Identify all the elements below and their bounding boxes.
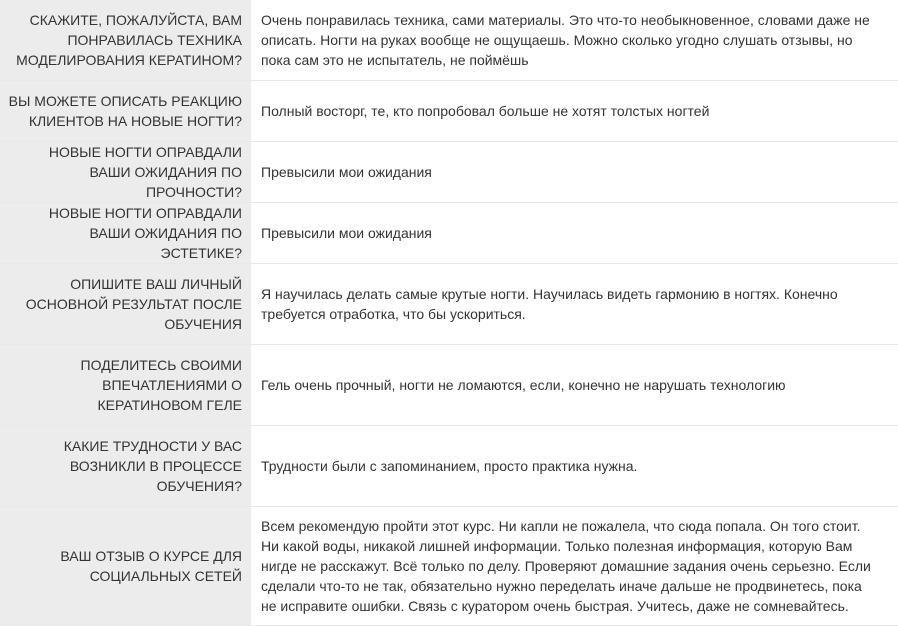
question-cell: НОВЫЕ НОГТИ ОПРАВДАЛИ ВАШИ ОЖИДАНИЯ ПО ЭСТЕТИКЕ? [0,202,251,263]
question-cell: ВАШ ОТЗЫВ О КУРСЕ ДЛЯ СОЦИАЛЬНЫХ СЕТЕЙ [0,506,251,625]
answer-cell: Превысили мои ожидания [251,141,898,202]
table-row [0,425,898,506]
table-row [0,263,898,344]
question-cell: КАКИЕ ТРУДНОСТИ У ВАС ВОЗНИКЛИ В ПРОЦЕССЕ ОБУЧЕНИЯ? [0,425,251,506]
answer-cell: Очень понравилась техника, сами материалы. Это что-то необыкновенное, словами даже не описать. Ногти на руках вообще не ощущаешь. Можно сколько угодно слушать отзывы, но пока сам это не испытатель, не поймёшь [251,0,898,80]
answer-cell: Превысили мои ожидания [251,202,898,263]
answer-cell: Я научилась делать самые крутые ногти. Научилась видеть гармонию в ногтях. Конечно требуется отработка, что бы ускориться. [251,263,898,344]
table-row [0,202,898,263]
question-cell: ПОДЕЛИТЕСЬ СВОИМИ ВПЕЧАТЛЕНИЯМИ О КЕРАТИНОВОМ ГЕЛЕ [0,344,251,425]
table-row [0,0,898,80]
answer-cell: Всем рекомендую пройти этот курс. Ни капли не пожалела, что сюда попала. Он того стоит. Ни какой воды, никакой лишней информации. Только полезная информация, которую Вам нигде не расскажут. Всё только по делу. Проверяют домашние задания очень серьезно. Если сделали что-то не так, обязательно нужно переделать иначе дальше не продвинетесь, пока не исправите ошибки. Связь с куратором очень быстрая. Учитесь, даже не сомневайтесь. [251,506,898,625]
answer-cell: Полный восторг, те, кто попробовал больше не хотят толстых ногтей [251,80,898,141]
table-row [0,344,898,425]
question-cell: СКАЖИТЕ, ПОЖАЛУЙСТА, ВАМ ПОНРАВИЛАСЬ ТЕХНИКА МОДЕЛИРОВАНИЯ КЕРАТИНОМ? [0,0,251,80]
table-row [0,506,898,625]
table-row [0,80,898,141]
table-row [0,141,898,202]
question-cell: НОВЫЕ НОГТИ ОПРАВДАЛИ ВАШИ ОЖИДАНИЯ ПО ПРОЧНОСТИ? [0,141,251,202]
answer-cell: Гель очень прочный, ногти не ломаются, если, конечно не нарушать технологию [251,344,898,425]
question-cell: ОПИШИТЕ ВАШ ЛИЧНЫЙ ОСНОВНОЙ РЕЗУЛЬТАТ ПОСЛЕ ОБУЧЕНИЯ [0,263,251,344]
question-cell: ВЫ МОЖЕТЕ ОПИСАТЬ РЕАКЦИЮ КЛИЕНТОВ НА НОВЫЕ НОГТИ? [0,80,251,141]
answer-cell: Трудности были с запоминанием, просто практика нужна. [251,425,898,506]
